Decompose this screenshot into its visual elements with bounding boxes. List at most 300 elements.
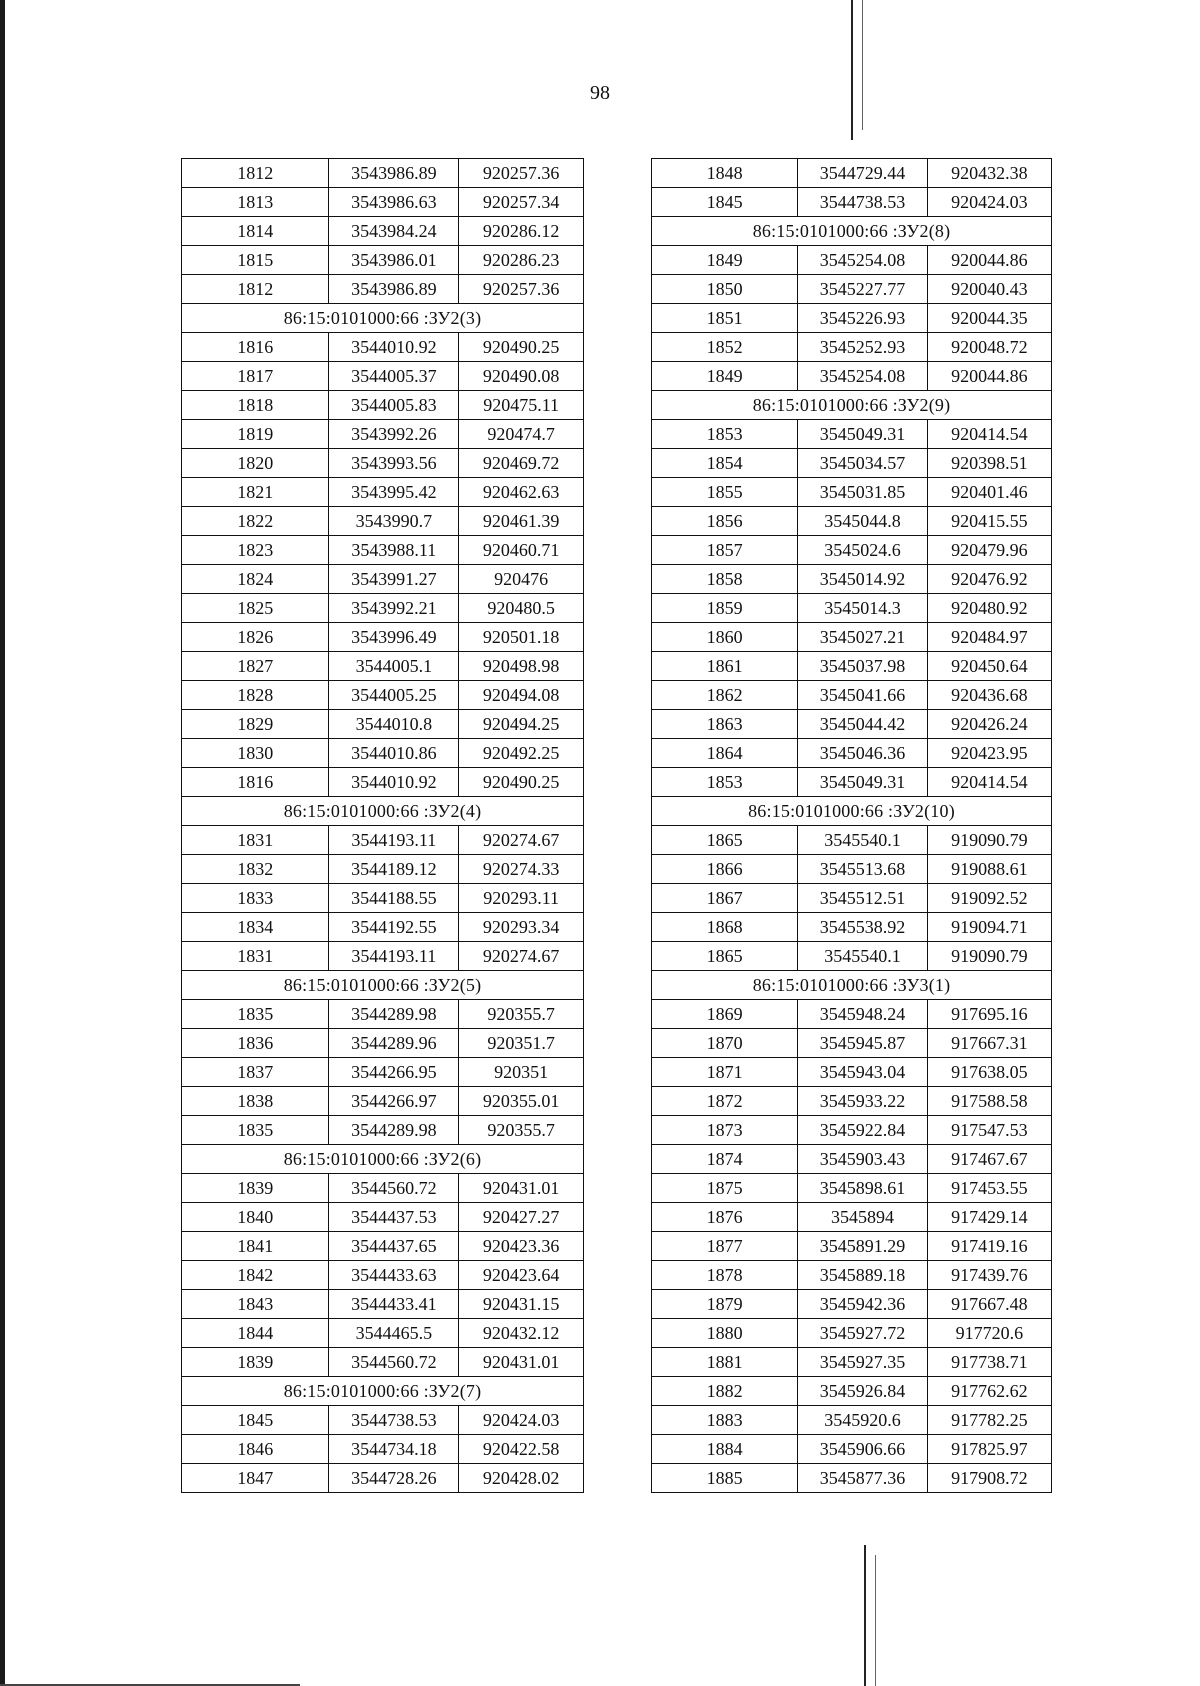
coordinate-y-cell: 920274.33: [459, 855, 584, 884]
point-number-cell: 1857: [652, 536, 798, 565]
coordinate-y-cell: 920422.58: [459, 1435, 584, 1464]
coordinate-y-cell: 920414.54: [927, 768, 1051, 797]
coordinate-x-cell: 3545540.1: [798, 826, 927, 855]
table-row: [652, 1377, 1052, 1406]
coordinate-y-cell: 920474.7: [459, 420, 584, 449]
point-number-cell: 1845: [652, 188, 798, 217]
table-row: [182, 188, 584, 217]
table-row: [182, 1000, 584, 1029]
coordinate-x-cell: 3545513.68: [798, 855, 927, 884]
point-number-cell: 1813: [182, 188, 329, 217]
point-number-cell: 1828: [182, 681, 329, 710]
coordinate-y-cell: 920426.24: [927, 710, 1051, 739]
coordinate-x-cell: 3545512.51: [798, 884, 927, 913]
point-number-cell: 1874: [652, 1145, 798, 1174]
coordinate-x-cell: 3545889.18: [798, 1261, 927, 1290]
coordinate-y-cell: 920475.11: [459, 391, 584, 420]
coordinate-y-cell: 920480.92: [927, 594, 1051, 623]
coordinate-y-cell: 920462.63: [459, 478, 584, 507]
point-number-cell: 1884: [652, 1435, 798, 1464]
point-number-cell: 1826: [182, 623, 329, 652]
section-header-row: [652, 391, 1052, 420]
coordinate-x-cell: 3545898.61: [798, 1174, 927, 1203]
point-number-cell: 1869: [652, 1000, 798, 1029]
point-number-cell: 1872: [652, 1087, 798, 1116]
coordinate-x-cell: 3543991.27: [329, 565, 459, 594]
coordinate-y-cell: 920414.54: [927, 420, 1051, 449]
coordinate-y-cell: 917453.55: [927, 1174, 1051, 1203]
point-number-cell: 1868: [652, 913, 798, 942]
coordinate-y-cell: 920355.7: [459, 1116, 584, 1145]
table-row: [182, 1029, 584, 1058]
coordinate-y-cell: 919090.79: [927, 942, 1051, 971]
table-row: [652, 1087, 1052, 1116]
table-row: [182, 1406, 584, 1435]
coordinate-x-cell: 3544005.37: [329, 362, 459, 391]
cadastral-section-label: 86:15:0101000:66 :ЗУ2(5): [182, 971, 584, 1000]
coordinate-y-cell: 920490.08: [459, 362, 584, 391]
coordinate-y-cell: 920044.86: [927, 246, 1051, 275]
coordinate-x-cell: 3545926.84: [798, 1377, 927, 1406]
table-row: [652, 1435, 1052, 1464]
coordinate-y-cell: 920494.25: [459, 710, 584, 739]
table-row: [182, 1203, 584, 1232]
coordinate-x-cell: 3545906.66: [798, 1435, 927, 1464]
point-number-cell: 1839: [182, 1348, 329, 1377]
point-number-cell: 1856: [652, 507, 798, 536]
coordinate-y-cell: 917419.16: [927, 1232, 1051, 1261]
coordinates-table-right: [651, 158, 1052, 1493]
coordinate-y-cell: 917782.25: [927, 1406, 1051, 1435]
table-row: [652, 1000, 1052, 1029]
binding-mark-top-1: [851, 0, 853, 140]
binding-mark-bottom-1: [864, 1545, 866, 1686]
point-number-cell: 1855: [652, 478, 798, 507]
table-row: [652, 710, 1052, 739]
coordinate-y-cell: 920476: [459, 565, 584, 594]
point-number-cell: 1852: [652, 333, 798, 362]
coordinate-x-cell: 3544193.11: [329, 826, 459, 855]
table-row: [182, 913, 584, 942]
coordinate-y-cell: 920492.25: [459, 739, 584, 768]
table-row: [182, 565, 584, 594]
table-row: [182, 652, 584, 681]
point-number-cell: 1840: [182, 1203, 329, 1232]
table-row: [182, 1116, 584, 1145]
coordinate-y-cell: 920423.64: [459, 1261, 584, 1290]
coordinate-y-cell: 917588.58: [927, 1087, 1051, 1116]
coordinate-y-cell: 920044.35: [927, 304, 1051, 333]
coordinate-y-cell: 920286.23: [459, 246, 584, 275]
section-header-row: [652, 217, 1052, 246]
coordinate-x-cell: 3544289.98: [329, 1116, 459, 1145]
coordinate-y-cell: 920423.36: [459, 1232, 584, 1261]
table-row: [652, 478, 1052, 507]
coordinate-y-cell: 920494.08: [459, 681, 584, 710]
coordinate-y-cell: 920286.12: [459, 217, 584, 246]
point-number-cell: 1882: [652, 1377, 798, 1406]
coordinate-y-cell: 920432.12: [459, 1319, 584, 1348]
coordinate-y-cell: 920469.72: [459, 449, 584, 478]
table-row: [652, 652, 1052, 681]
coordinate-x-cell: 3545943.04: [798, 1058, 927, 1087]
point-number-cell: 1832: [182, 855, 329, 884]
table-row: [182, 333, 584, 362]
point-number-cell: 1873: [652, 1116, 798, 1145]
point-number-cell: 1849: [652, 362, 798, 391]
section-header-row: [182, 1145, 584, 1174]
point-number-cell: 1829: [182, 710, 329, 739]
table-row: [182, 1319, 584, 1348]
table-row: [652, 1319, 1052, 1348]
point-number-cell: 1847: [182, 1464, 329, 1493]
table-row: [652, 420, 1052, 449]
point-number-cell: 1816: [182, 333, 329, 362]
table-row: [182, 478, 584, 507]
coordinate-y-cell: 920401.46: [927, 478, 1051, 507]
table-row: [182, 623, 584, 652]
table-row: [652, 681, 1052, 710]
binding-mark-top-2: [862, 0, 863, 130]
point-number-cell: 1837: [182, 1058, 329, 1087]
coordinate-y-cell: 920293.34: [459, 913, 584, 942]
table-row: [652, 536, 1052, 565]
point-number-cell: 1842: [182, 1261, 329, 1290]
coordinate-y-cell: 917695.16: [927, 1000, 1051, 1029]
coordinate-x-cell: 3545927.72: [798, 1319, 927, 1348]
coordinate-x-cell: 3544266.97: [329, 1087, 459, 1116]
table-row: [182, 507, 584, 536]
coordinate-y-cell: 919090.79: [927, 826, 1051, 855]
coordinates-table-left: [181, 158, 584, 1493]
coordinate-x-cell: 3544433.41: [329, 1290, 459, 1319]
coordinate-x-cell: 3545031.85: [798, 478, 927, 507]
point-number-cell: 1883: [652, 1406, 798, 1435]
point-number-cell: 1850: [652, 275, 798, 304]
section-header-row: [652, 971, 1052, 1000]
table-row: [652, 913, 1052, 942]
table-row: [652, 1058, 1052, 1087]
coordinate-y-cell: 920274.67: [459, 826, 584, 855]
table-row: [652, 246, 1052, 275]
table-row: [182, 449, 584, 478]
table-row: [652, 1348, 1052, 1377]
cadastral-section-label: 86:15:0101000:66 :ЗУ2(8): [652, 217, 1052, 246]
coordinate-y-cell: 917720.6: [927, 1319, 1051, 1348]
point-number-cell: 1812: [182, 159, 329, 188]
cadastral-section-label: 86:15:0101000:66 :ЗУ2(9): [652, 391, 1052, 420]
coordinate-y-cell: 917908.72: [927, 1464, 1051, 1493]
coordinate-x-cell: 3544010.92: [329, 333, 459, 362]
table-row: [652, 942, 1052, 971]
coordinate-x-cell: 3544560.72: [329, 1348, 459, 1377]
coordinate-y-cell: 920460.71: [459, 536, 584, 565]
coordinate-x-cell: 3545903.43: [798, 1145, 927, 1174]
coordinate-x-cell: 3545948.24: [798, 1000, 927, 1029]
table-row: [652, 507, 1052, 536]
point-number-cell: 1865: [652, 942, 798, 971]
coordinate-x-cell: 3544010.8: [329, 710, 459, 739]
coordinate-y-cell: 920479.96: [927, 536, 1051, 565]
point-number-cell: 1835: [182, 1116, 329, 1145]
coordinate-x-cell: 3545252.93: [798, 333, 927, 362]
coordinate-y-cell: 919094.71: [927, 913, 1051, 942]
cadastral-section-label: 86:15:0101000:66 :ЗУ2(3): [182, 304, 584, 333]
table-row: [182, 246, 584, 275]
coordinate-y-cell: 920040.43: [927, 275, 1051, 304]
coordinate-x-cell: 3545041.66: [798, 681, 927, 710]
coordinate-x-cell: 3544738.53: [798, 188, 927, 217]
coordinate-x-cell: 3543986.01: [329, 246, 459, 275]
coordinate-x-cell: 3545254.08: [798, 362, 927, 391]
table-row: [652, 1406, 1052, 1435]
coordinate-x-cell: 3545877.36: [798, 1464, 927, 1493]
section-header-row: [182, 1377, 584, 1406]
coordinate-x-cell: 3545024.6: [798, 536, 927, 565]
table-row: [182, 884, 584, 913]
coordinate-y-cell: 920484.97: [927, 623, 1051, 652]
point-number-cell: 1863: [652, 710, 798, 739]
point-number-cell: 1844: [182, 1319, 329, 1348]
coordinate-x-cell: 3543984.24: [329, 217, 459, 246]
coordinate-x-cell: 3544010.86: [329, 739, 459, 768]
point-number-cell: 1836: [182, 1029, 329, 1058]
section-header-row: [182, 797, 584, 826]
table-row: [652, 188, 1052, 217]
point-number-cell: 1877: [652, 1232, 798, 1261]
table-row: [652, 159, 1052, 188]
coordinate-y-cell: 920490.25: [459, 768, 584, 797]
coordinate-y-cell: 920480.5: [459, 594, 584, 623]
table-row: [652, 362, 1052, 391]
table-row: [182, 362, 584, 391]
table-row: [652, 739, 1052, 768]
coordinate-x-cell: 3543996.49: [329, 623, 459, 652]
binding-mark-bottom-2: [875, 1555, 876, 1686]
point-number-cell: 1815: [182, 246, 329, 275]
table-row: [652, 275, 1052, 304]
point-number-cell: 1835: [182, 1000, 329, 1029]
table-row: [182, 1087, 584, 1116]
point-number-cell: 1843: [182, 1290, 329, 1319]
coordinate-x-cell: 3544729.44: [798, 159, 927, 188]
point-number-cell: 1830: [182, 739, 329, 768]
point-number-cell: 1865: [652, 826, 798, 855]
coordinate-x-cell: 3545034.57: [798, 449, 927, 478]
coordinate-x-cell: 3543990.7: [329, 507, 459, 536]
table-row: [652, 855, 1052, 884]
point-number-cell: 1870: [652, 1029, 798, 1058]
coordinate-y-cell: 920355.7: [459, 1000, 584, 1029]
point-number-cell: 1854: [652, 449, 798, 478]
coordinate-y-cell: 920293.11: [459, 884, 584, 913]
point-number-cell: 1812: [182, 275, 329, 304]
table-row: [182, 1464, 584, 1493]
coordinate-x-cell: 3545540.1: [798, 942, 927, 971]
coordinate-x-cell: 3544728.26: [329, 1464, 459, 1493]
scan-edge: [0, 0, 5, 1686]
table-row: [182, 1348, 584, 1377]
point-number-cell: 1848: [652, 159, 798, 188]
coordinate-y-cell: 920431.01: [459, 1174, 584, 1203]
coordinate-x-cell: 3543986.63: [329, 188, 459, 217]
point-number-cell: 1861: [652, 652, 798, 681]
coordinate-y-cell: 920048.72: [927, 333, 1051, 362]
coordinate-x-cell: 3544188.55: [329, 884, 459, 913]
point-number-cell: 1838: [182, 1087, 329, 1116]
coordinate-y-cell: 920351.7: [459, 1029, 584, 1058]
coordinate-y-cell: 917825.97: [927, 1435, 1051, 1464]
table-row: [652, 826, 1052, 855]
point-number-cell: 1876: [652, 1203, 798, 1232]
table-row: [182, 826, 584, 855]
coordinate-y-cell: 920423.95: [927, 739, 1051, 768]
coordinate-x-cell: 3545538.92: [798, 913, 927, 942]
coordinate-y-cell: 917467.67: [927, 1145, 1051, 1174]
point-number-cell: 1845: [182, 1406, 329, 1435]
coordinate-x-cell: 3545227.77: [798, 275, 927, 304]
table-row: [182, 855, 584, 884]
coordinate-x-cell: 3545894: [798, 1203, 927, 1232]
point-number-cell: 1818: [182, 391, 329, 420]
point-number-cell: 1825: [182, 594, 329, 623]
table-row: [652, 1145, 1052, 1174]
table-row: [182, 594, 584, 623]
coordinate-x-cell: 3543988.11: [329, 536, 459, 565]
table-row: [652, 304, 1052, 333]
coordinate-x-cell: 3544189.12: [329, 855, 459, 884]
table-row: [182, 217, 584, 246]
coordinate-x-cell: 3545037.98: [798, 652, 927, 681]
coordinate-x-cell: 3544192.55: [329, 913, 459, 942]
point-number-cell: 1819: [182, 420, 329, 449]
table-row: [182, 159, 584, 188]
point-number-cell: 1879: [652, 1290, 798, 1319]
coordinate-x-cell: 3544266.95: [329, 1058, 459, 1087]
coordinate-x-cell: 3545927.35: [798, 1348, 927, 1377]
table-row: [182, 1435, 584, 1464]
table-row: [182, 420, 584, 449]
coordinate-x-cell: 3543992.21: [329, 594, 459, 623]
point-number-cell: 1814: [182, 217, 329, 246]
table-row: [652, 594, 1052, 623]
point-number-cell: 1862: [652, 681, 798, 710]
point-number-cell: 1817: [182, 362, 329, 391]
coordinate-y-cell: 920490.25: [459, 333, 584, 362]
coordinate-y-cell: 917762.62: [927, 1377, 1051, 1406]
coordinate-x-cell: 3544437.65: [329, 1232, 459, 1261]
coordinate-y-cell: 920428.02: [459, 1464, 584, 1493]
coordinate-x-cell: 3545922.84: [798, 1116, 927, 1145]
coordinate-y-cell: 920432.38: [927, 159, 1051, 188]
coordinate-x-cell: 3545891.29: [798, 1232, 927, 1261]
coordinate-y-cell: 919092.52: [927, 884, 1051, 913]
coordinate-x-cell: 3544005.1: [329, 652, 459, 681]
table-row: [182, 391, 584, 420]
coordinate-y-cell: 917667.31: [927, 1029, 1051, 1058]
point-number-cell: 1831: [182, 942, 329, 971]
coordinate-x-cell: 3543986.89: [329, 159, 459, 188]
point-number-cell: 1867: [652, 884, 798, 913]
coordinate-x-cell: 3544465.5: [329, 1319, 459, 1348]
table-row: [182, 710, 584, 739]
table-row: [182, 1058, 584, 1087]
table-row: [652, 1203, 1052, 1232]
coordinate-y-cell: 920044.86: [927, 362, 1051, 391]
point-number-cell: 1821: [182, 478, 329, 507]
point-number-cell: 1885: [652, 1464, 798, 1493]
point-number-cell: 1846: [182, 1435, 329, 1464]
coordinate-x-cell: 3545049.31: [798, 768, 927, 797]
point-number-cell: 1858: [652, 565, 798, 594]
coordinate-y-cell: 920476.92: [927, 565, 1051, 594]
table-row: [652, 768, 1052, 797]
point-number-cell: 1860: [652, 623, 798, 652]
coordinate-y-cell: 920257.34: [459, 188, 584, 217]
coordinate-y-cell: 920431.15: [459, 1290, 584, 1319]
point-number-cell: 1816: [182, 768, 329, 797]
coordinate-y-cell: 917439.76: [927, 1261, 1051, 1290]
table-row: [182, 1174, 584, 1203]
cadastral-section-label: 86:15:0101000:66 :ЗУ2(10): [652, 797, 1052, 826]
coordinate-x-cell: 3545933.22: [798, 1087, 927, 1116]
point-number-cell: 1878: [652, 1261, 798, 1290]
coordinate-y-cell: 920415.55: [927, 507, 1051, 536]
point-number-cell: 1823: [182, 536, 329, 565]
coordinate-x-cell: 3545049.31: [798, 420, 927, 449]
coordinate-y-cell: 917638.05: [927, 1058, 1051, 1087]
table-row: [652, 333, 1052, 362]
cadastral-section-label: 86:15:0101000:66 :ЗУ2(7): [182, 1377, 584, 1406]
coordinate-x-cell: 3545226.93: [798, 304, 927, 333]
section-header-row: [182, 304, 584, 333]
coordinate-x-cell: 3545254.08: [798, 246, 927, 275]
coordinate-x-cell: 3545014.92: [798, 565, 927, 594]
table-row: [652, 449, 1052, 478]
cadastral-section-label: 86:15:0101000:66 :ЗУ2(4): [182, 797, 584, 826]
coordinate-x-cell: 3544738.53: [329, 1406, 459, 1435]
coordinate-y-cell: 920436.68: [927, 681, 1051, 710]
section-header-row: [182, 971, 584, 1000]
table-row: [652, 565, 1052, 594]
coordinate-x-cell: 3545014.3: [798, 594, 927, 623]
coordinate-x-cell: 3545945.87: [798, 1029, 927, 1058]
coordinate-x-cell: 3545046.36: [798, 739, 927, 768]
point-number-cell: 1851: [652, 304, 798, 333]
coordinate-x-cell: 3543995.42: [329, 478, 459, 507]
coordinate-x-cell: 3543992.26: [329, 420, 459, 449]
point-number-cell: 1820: [182, 449, 329, 478]
coordinate-y-cell: 920257.36: [459, 275, 584, 304]
coordinate-y-cell: 920351: [459, 1058, 584, 1087]
point-number-cell: 1833: [182, 884, 329, 913]
coordinate-y-cell: 919088.61: [927, 855, 1051, 884]
coordinate-x-cell: 3544437.53: [329, 1203, 459, 1232]
coordinate-x-cell: 3544010.92: [329, 768, 459, 797]
coordinate-y-cell: 917667.48: [927, 1290, 1051, 1319]
table-row: [652, 1464, 1052, 1493]
section-header-row: [652, 797, 1052, 826]
table-row: [182, 275, 584, 304]
coordinate-x-cell: 3544433.63: [329, 1261, 459, 1290]
point-number-cell: 1881: [652, 1348, 798, 1377]
point-number-cell: 1839: [182, 1174, 329, 1203]
coordinate-y-cell: 920501.18: [459, 623, 584, 652]
coordinate-x-cell: 3544193.11: [329, 942, 459, 971]
table-row: [182, 1261, 584, 1290]
table-row: [652, 884, 1052, 913]
coordinate-y-cell: 920424.03: [459, 1406, 584, 1435]
